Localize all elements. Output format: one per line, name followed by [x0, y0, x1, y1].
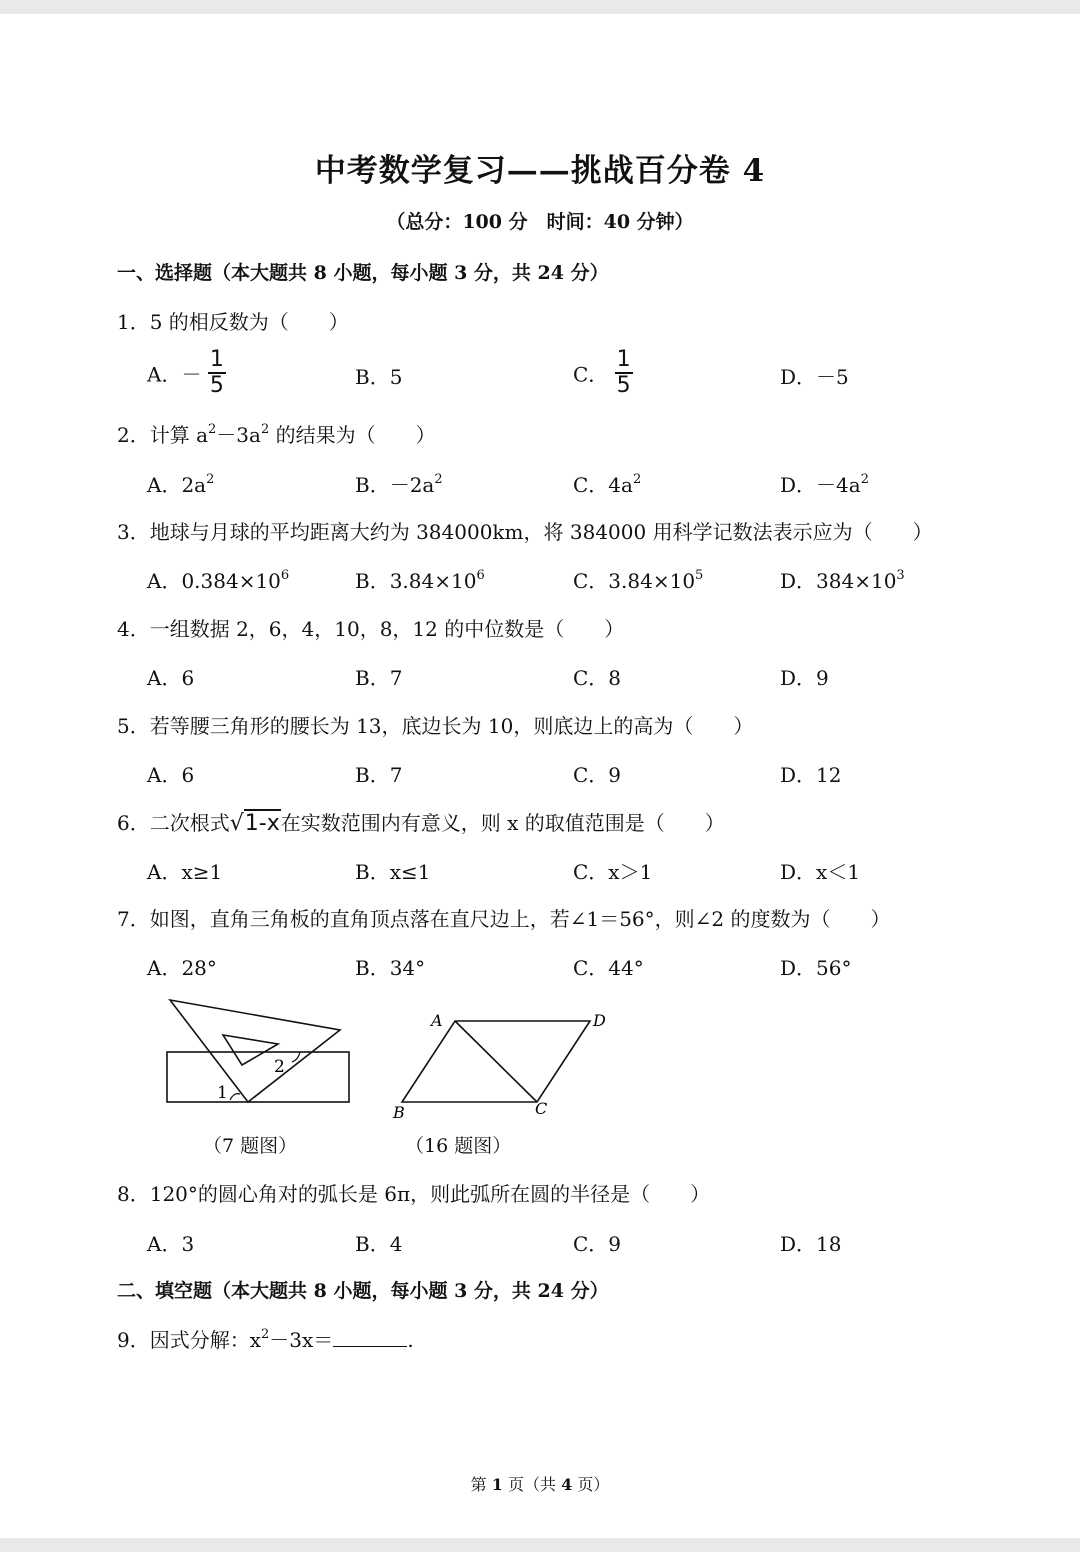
vertex-b-label: B: [393, 1103, 405, 1122]
figure-16-caption: （16 题图）: [405, 1135, 512, 1157]
question-7: 7．如图，直角三角板的直角顶点落在直尺边上，若∠1＝56°，则∠2 的度数为（ ）: [117, 907, 891, 931]
q7-option-a: A．28°: [147, 956, 217, 980]
q6-option-a: A．x≥1: [147, 860, 223, 884]
angle-1-arc: [230, 1094, 240, 1100]
q4-option-a: A．6: [147, 666, 195, 690]
q3-option-c: C．$3.84\times 10^5$: [573, 568, 704, 593]
diagonal-ac: [455, 1021, 537, 1102]
square-root: √1-x: [229, 811, 280, 836]
figure-7-ruler-triangle: [160, 994, 360, 1106]
q3-option-a: A．$0.384\times 10^6$: [147, 568, 290, 593]
question-3: 3．地球与月球的平均距离大约为 384000km，将 384000 用科学记数法表示应为（ ）: [117, 520, 933, 544]
q3-option-b: B．$3.84\times 10^6$: [355, 568, 485, 593]
exam-subtitle: （总分：100 分 时间：40 分钟）: [386, 211, 694, 233]
q8-option-b: B．4: [355, 1232, 403, 1256]
question-2: 2．计算 $a^2-3a^2$ 的结果为（ ）: [117, 422, 436, 447]
page-footer: 第 1 页（共 4 页）: [470, 1475, 610, 1494]
q1-option-a: A．－ $\frac{1}{5}$: [147, 347, 224, 398]
q2-option-b: B．$-2a^2$: [355, 472, 443, 497]
question-1: 1．5 的相反数为（ ）: [117, 310, 349, 334]
vertex-a-label: A: [431, 1011, 443, 1030]
q6-option-d: D．x＜1: [780, 860, 861, 884]
section-heading-fill: 二、填空题（本大题共 8 小题，每小题 3 分，共 24 分）: [117, 1280, 609, 1302]
q8-option-c: C．9: [573, 1232, 622, 1256]
question-4: 4．一组数据 2，6，4，10，8，12 的中位数是（ ）: [117, 617, 625, 641]
set-square-outer: [170, 1000, 340, 1102]
q2-option-a: A．$2a^2$: [147, 472, 215, 497]
q1-option-c: C． $\frac{1}{5}$: [573, 347, 631, 398]
vertex-c-label: C: [535, 1099, 548, 1118]
q4-option-b: B．7: [355, 666, 403, 690]
q4-option-c: C．8: [573, 666, 622, 690]
q8-option-a: A．3: [147, 1232, 195, 1256]
q2-option-c: C．$4a^2$: [573, 472, 642, 497]
figure-16-parallelogram: [385, 1004, 625, 1124]
q2-option-d: D．$-4a^2$: [780, 472, 869, 497]
q7-option-b: B．34°: [355, 956, 426, 980]
q6-option-c: C．x＞1: [573, 860, 653, 884]
angle-2-label: 2: [274, 1057, 285, 1077]
vertex-d-label: D: [593, 1011, 606, 1030]
q4-option-d: D．9: [780, 666, 829, 690]
q7-option-d: D．56°: [780, 956, 852, 980]
angle-2-arc: [292, 1052, 300, 1062]
q1-option-d: D．－5: [780, 365, 849, 389]
set-square-inner: [223, 1035, 278, 1065]
question-6: 6．二次根式√1-x在实数范围内有意义，则 x 的取值范围是（ ）: [117, 811, 725, 836]
q6-option-b: B．x≤1: [355, 860, 431, 884]
q8-option-d: D．18: [780, 1232, 842, 1256]
question-8: 8．120°的圆心角对的弧长是 6π，则此弧所在圆的半径是（ ）: [117, 1182, 711, 1206]
q5-option-a: A．6: [147, 763, 195, 787]
q7-option-c: C．44°: [573, 956, 644, 980]
answer-blank[interactable]: [333, 1328, 407, 1347]
q1-option-b: B．5: [355, 365, 403, 389]
q3-option-d: D．$384\times 10^3$: [780, 568, 905, 593]
exam-page: [0, 14, 1080, 1538]
page-title: 中考数学复习——挑战百分卷 4: [314, 153, 766, 189]
fraction: $\frac{1}{5}$: [209, 347, 224, 398]
q5-option-b: B．7: [355, 763, 403, 787]
fraction: $\frac{1}{5}$: [616, 347, 631, 398]
question-5: 5．若等腰三角形的腰长为 13，底边长为 10，则底边上的高为（ ）: [117, 714, 754, 738]
section-heading-choice: 一、选择题（本大题共 8 小题，每小题 3 分，共 24 分）: [117, 262, 609, 284]
angle-1-label: 1: [217, 1083, 228, 1103]
q5-option-d: D．12: [780, 763, 842, 787]
q5-option-c: C．9: [573, 763, 622, 787]
question-9: 9．因式分解：$x^2-3x=$ .: [117, 1327, 414, 1352]
figure-7-caption: （7 题图）: [203, 1135, 298, 1157]
